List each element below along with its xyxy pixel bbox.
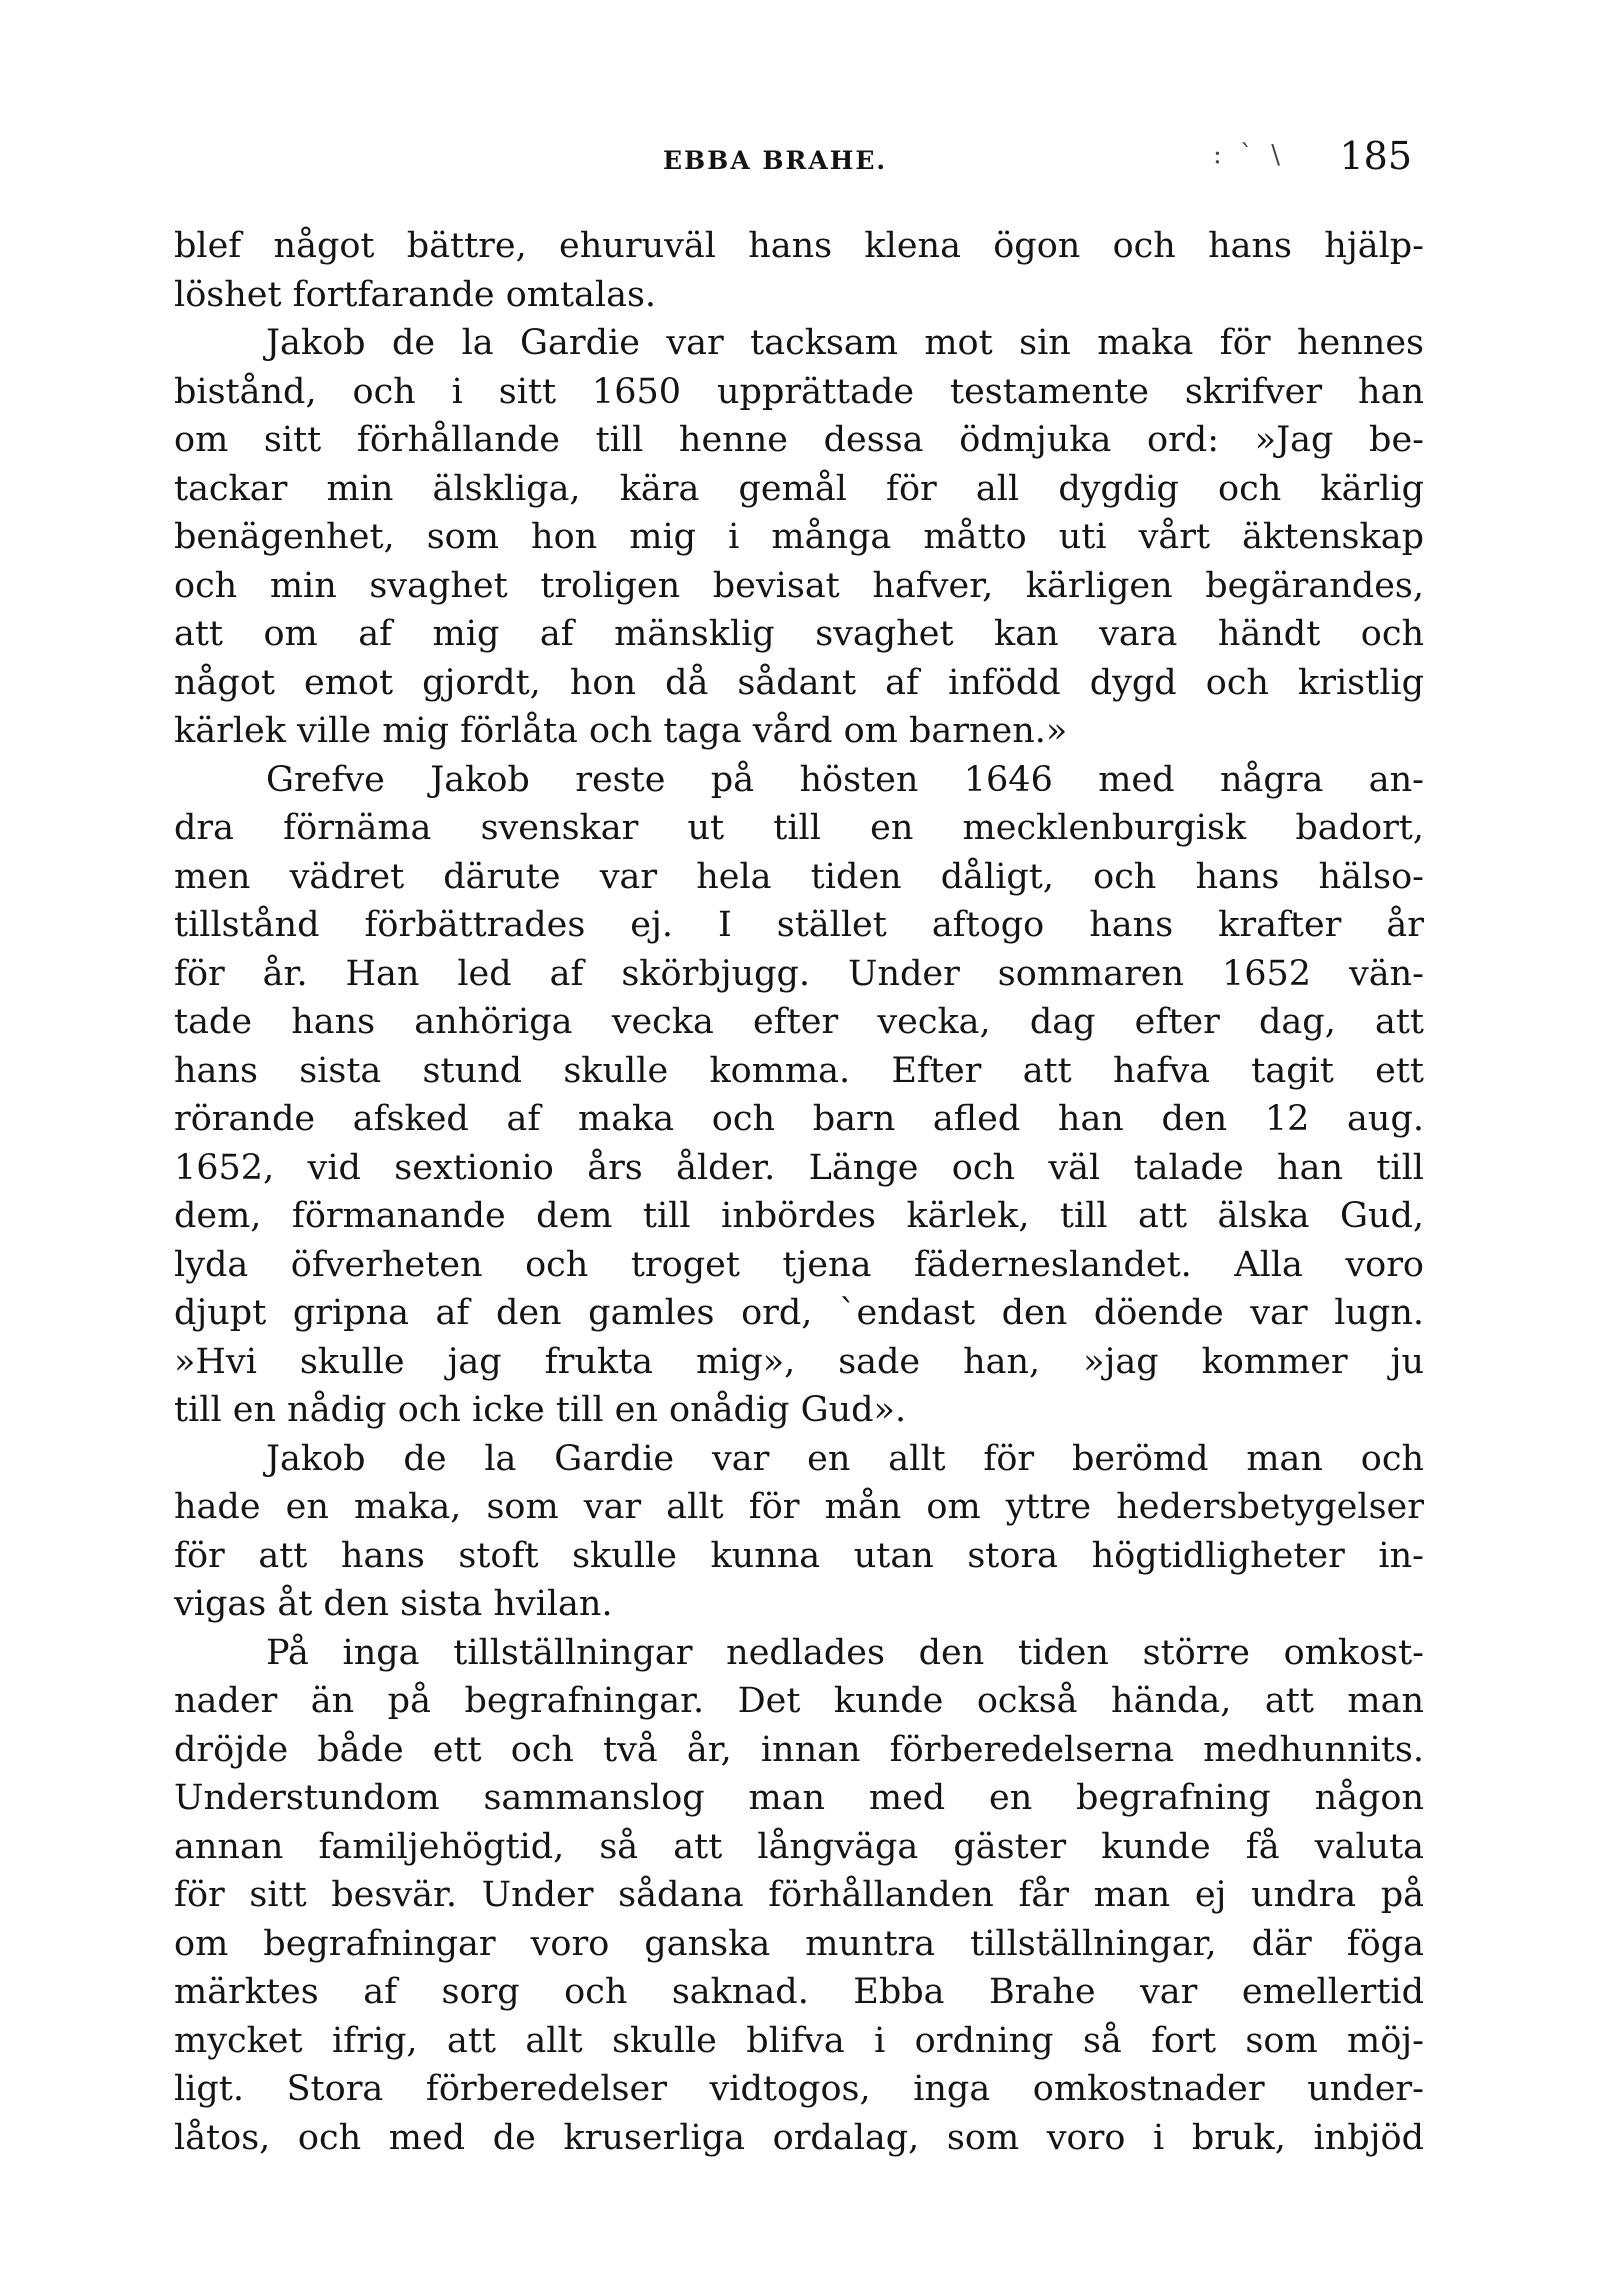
text-line: och min svaghet troligen bevisat hafver, kärligen begärandes, xyxy=(174,565,1424,606)
text-line: men vädret därute var hela tiden dåligt, och hans hälso- xyxy=(174,856,1424,897)
text-line: dra förnäma svenskar ut till en mecklenburgisk badort, xyxy=(174,808,1424,848)
text-line: för att hans stoft skulle kunna utan stora högtidligheter in- xyxy=(174,1535,1424,1576)
text-line: för år. Han led af skörbjugg. Under sommaren 1652 vän- xyxy=(174,953,1424,994)
text-line: till en nådig och icke till en onådig Gud». xyxy=(174,1390,907,1430)
text-line: låtos, och med de kruserliga ordalag, som voro i bruk, inbjöd xyxy=(174,2117,1424,2158)
text-line: tade hans anhöriga vecka efter vecka, dag efter dag, att xyxy=(174,1002,1424,1042)
running-head-marks: : ` \ xyxy=(1213,140,1286,170)
text-line: om begrafningar voro ganska muntra tillställningar, där föga xyxy=(174,1923,1424,1964)
text-line: hade en maka, som var allt för mån om yttre hedersbetygelser xyxy=(174,1487,1424,1527)
text-line: annan familjehögtid, så att långväga gäster kunde få valuta xyxy=(174,1826,1424,1867)
text-line: om sitt förhållande till henne dessa ödmjuka ord: »Jag be- xyxy=(174,420,1424,460)
text-line: bistånd, och i sitt 1650 upprättade testamente skrifver han xyxy=(174,371,1424,412)
text-line: På inga tillställningar nedlades den tiden större omkost- xyxy=(266,1632,1424,1673)
text-line: Grefve Jakob reste på hösten 1646 med några an- xyxy=(266,759,1424,800)
text-line: ligt. Stora förberedelser vidtogos, inga omkostnader under- xyxy=(174,2069,1424,2109)
text-line: 1652, vid sextionio års ålder. Länge och väl talade han till xyxy=(174,1147,1424,1188)
text-line: något emot gjordt, hon då sådant af infödd dygd och kristlig xyxy=(174,662,1424,703)
text-line: nader än på begrafningar. Det kunde också hända, att man xyxy=(174,1681,1424,1721)
text-line: blef något bättre, ehuruväl hans klena ögon och hans hjälp- xyxy=(174,226,1424,266)
page-number: 185 xyxy=(1339,134,1412,178)
text-line: Jakob de la Gardie var tacksam mot sin maka för hennes xyxy=(266,323,1424,363)
text-line: tillstånd förbättrades ej. I stället aftogo hans krafter år xyxy=(174,905,1424,945)
text-line: benägenhet, som hon mig i många måtto uti vårt äktenskap xyxy=(174,517,1424,557)
text-line: tackar min älskliga, kära gemål för all dygdig och kärlig xyxy=(174,468,1424,509)
text-line: lyda öfverheten och troget tjena fäderneslandet. Alla voro xyxy=(174,1244,1424,1285)
text-line: dröjde både ett och två år, innan förberedelserna medhunnits. xyxy=(174,1729,1424,1770)
body-text xyxy=(174,222,1424,2162)
text-line: löshet fortfarande omtalas. xyxy=(174,274,657,315)
running-head xyxy=(174,134,1424,186)
text-line: rörande afsked af maka och barn afled han den 12 aug. xyxy=(174,1099,1424,1139)
text-line: för sitt besvär. Under sådana förhållanden får man ej undra på xyxy=(174,1875,1424,1915)
text-line: mycket ifrig, att allt skulle blifva i ordning så fort som möj- xyxy=(174,2020,1424,2061)
text-line: hans sista stund skulle komma. Efter att hafva tagit ett xyxy=(174,1050,1424,1091)
text-line: djupt gripna af den gamles ord, `endast den döende var lugn. xyxy=(174,1293,1424,1333)
text-line: Understundom sammanslog man med en begrafning någon xyxy=(174,1778,1424,1818)
text-line: dem, förmanande dem till inbördes kärlek, till att älska Gud, xyxy=(174,1196,1424,1236)
text-line: vigas åt den sista hvilan. xyxy=(174,1584,613,1624)
text-line: märktes af sorg och saknad. Ebba Brahe var emellertid xyxy=(174,1972,1424,2012)
text-line: »Hvi skulle jag frukta mig», sade han, »jag kommer ju xyxy=(174,1341,1424,1382)
text-line: kärlek ville mig förlåta och taga vård om barnen.» xyxy=(174,711,1068,751)
text-line: att om af mig af mänsklig svaghet kan vara händt och xyxy=(174,614,1424,654)
running-head-title: EBBA BRAHE. xyxy=(663,146,888,175)
text-line: Jakob de la Gardie var en allt för berömd man och xyxy=(266,1438,1424,1479)
